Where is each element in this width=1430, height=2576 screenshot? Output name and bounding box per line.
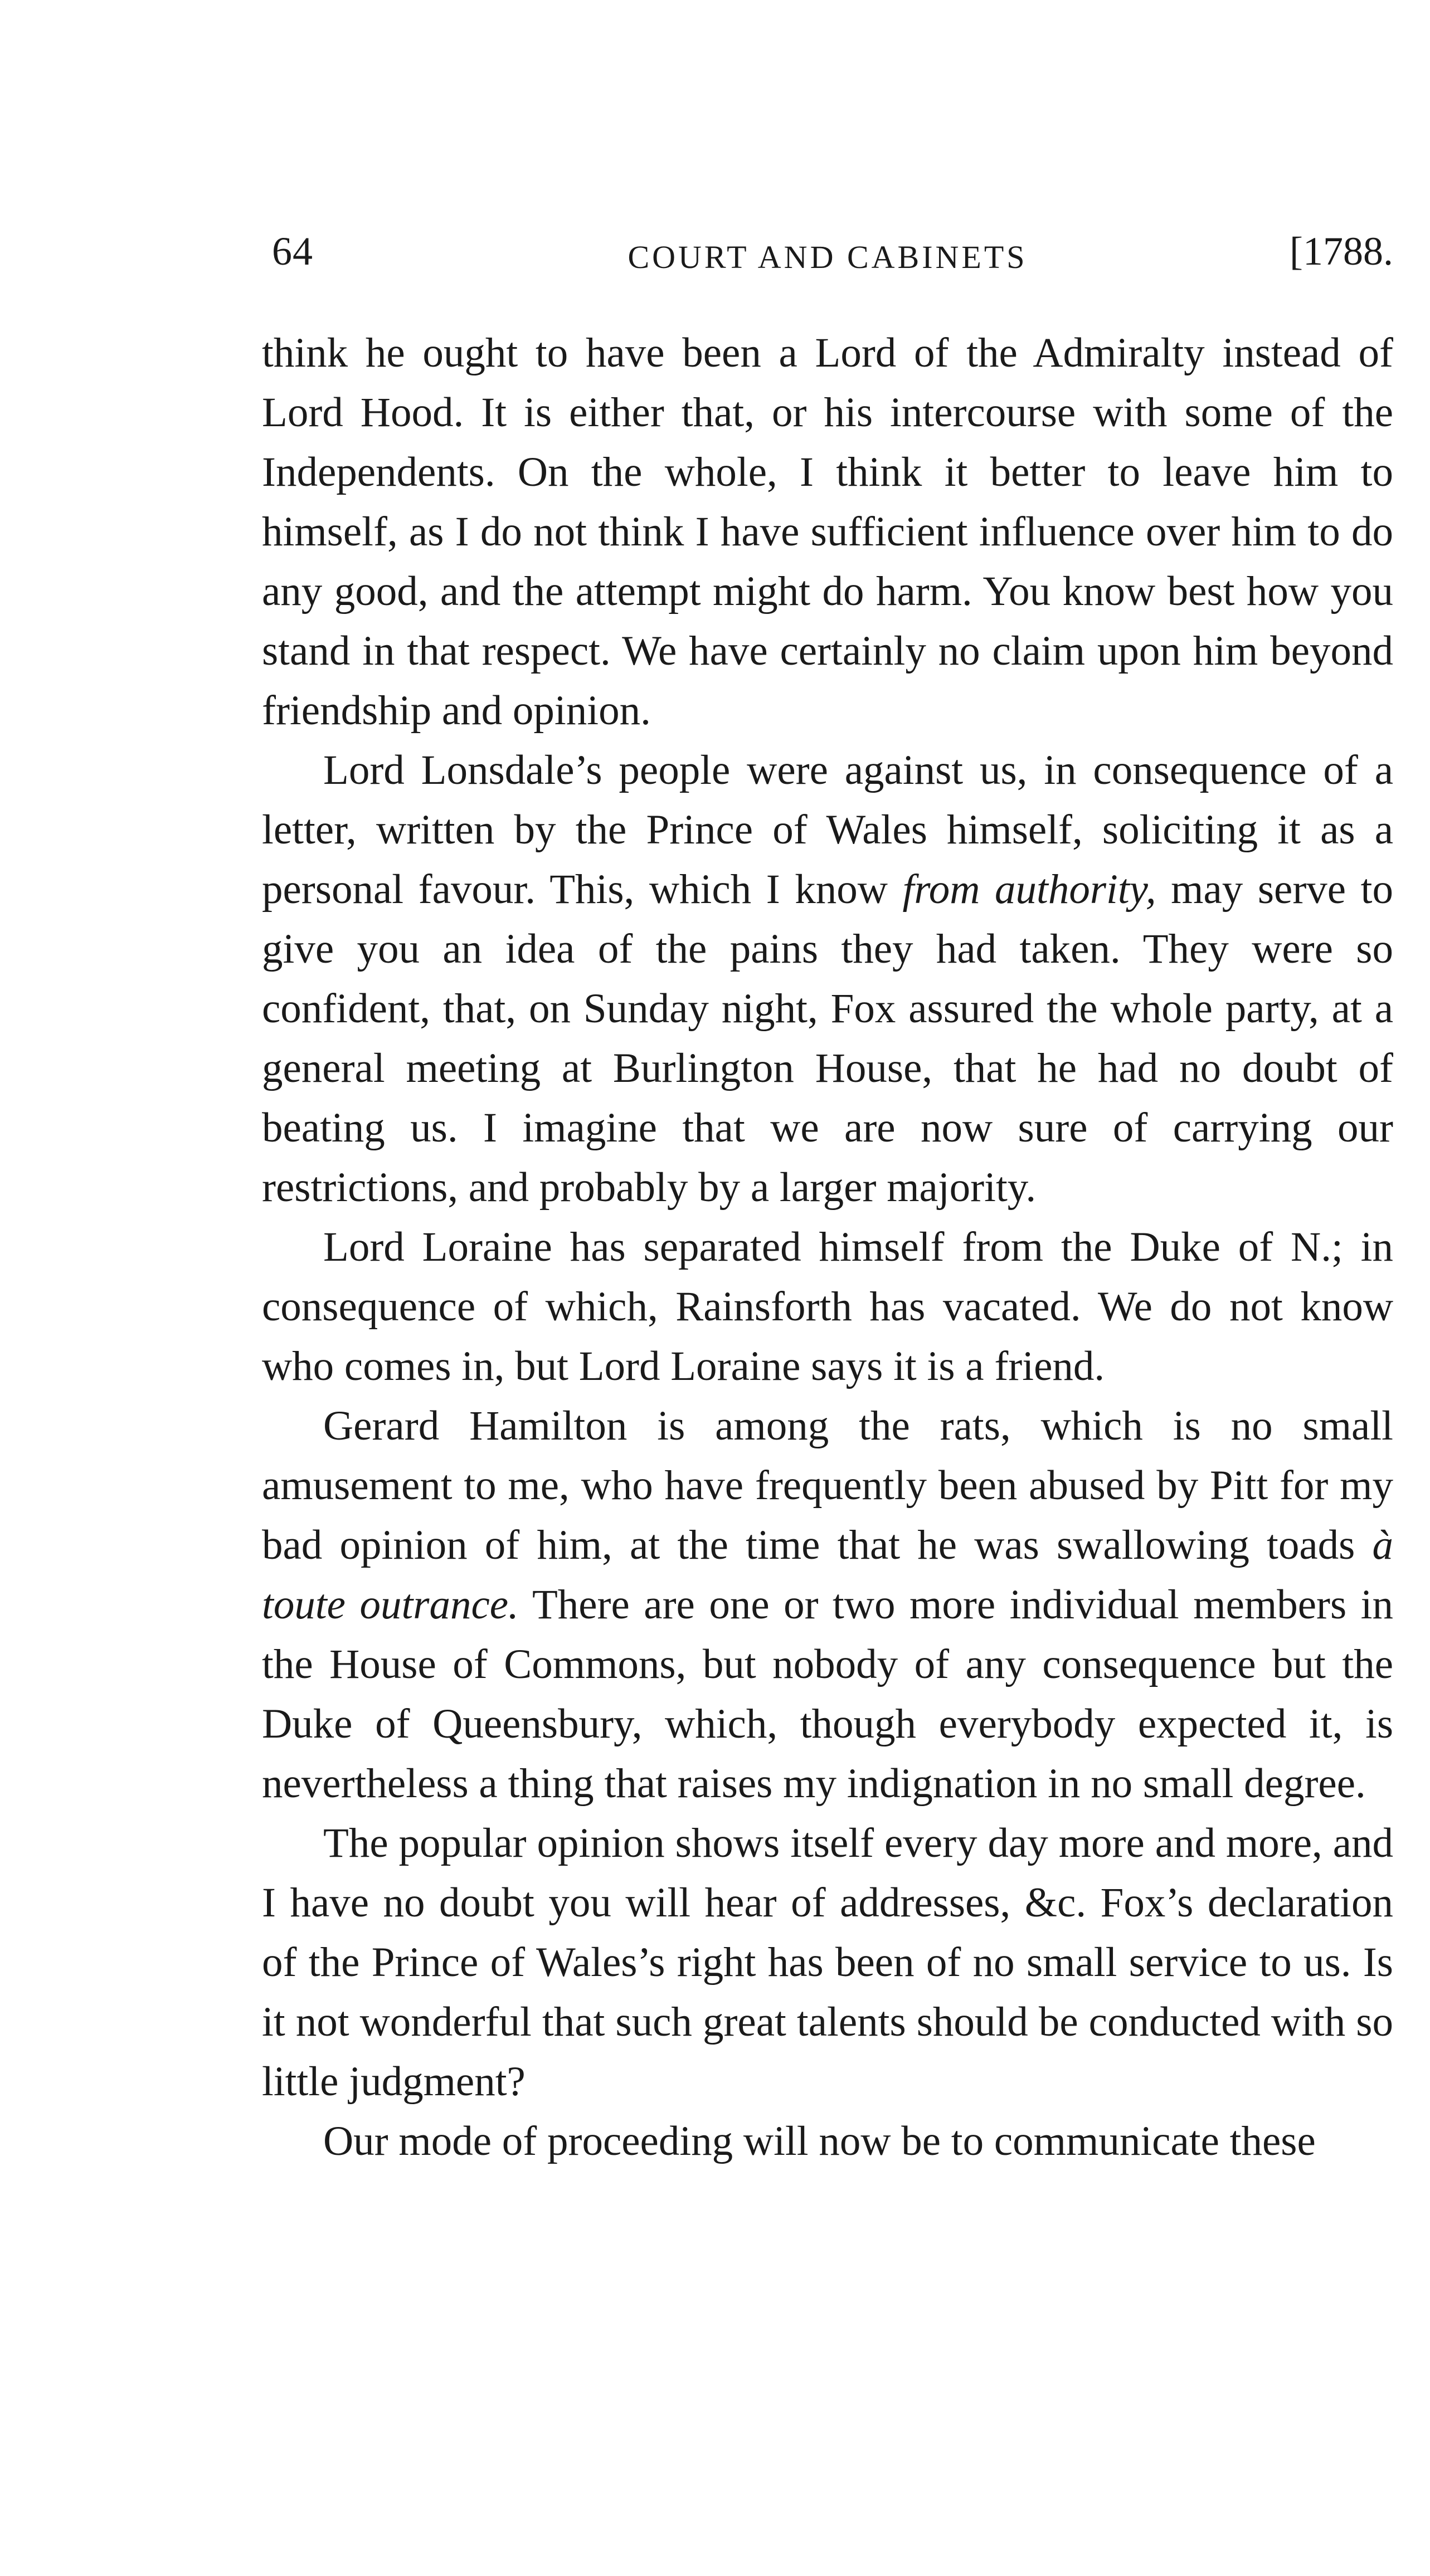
header-year: [1788. bbox=[1290, 229, 1393, 274]
paragraph-4-text-after: There are one or two more individual members in the House of Commons, but nobody of any consequence but the Duke of Queensbury, which, though everybody expected it, is nevertheless a thing that raises my indignation in no small degree. bbox=[262, 1582, 1393, 1807]
paragraph-3 bbox=[262, 1217, 1393, 1396]
paragraph-2-text-before: Lord Lonsdale’s people were against us, in consequence of a letter, written by the Prince of Wales himself, soliciting it as a personal favour. This, which I know bbox=[262, 747, 1393, 913]
page-number: 64 bbox=[272, 229, 313, 274]
paragraph-6-text: Our mode of proceeding will now be to communicate these bbox=[323, 2118, 1316, 2164]
paragraph-4-text-before: Gerard Hamilton is among the rats, which is no small amusement to me, who have frequently been abused by Pitt for my bad opinion of him, at the time that he was swallowing toads bbox=[262, 1403, 1393, 1568]
paragraph-2-italic: from authority, bbox=[902, 866, 1156, 913]
paragraph-4-italic: à toute outrance. bbox=[262, 1522, 1393, 1628]
paragraph-4 bbox=[262, 1396, 1393, 1813]
running-title: COURT AND CABINETS bbox=[628, 239, 1028, 275]
paragraph-2 bbox=[262, 740, 1393, 1217]
paragraph-6 bbox=[262, 2111, 1393, 2171]
body-text bbox=[262, 323, 1393, 2171]
paragraph-3-text: Lord Loraine has separated himself from the Duke of N.; in consequence of which, Rainsforth has vacated. We do not know who comes in, but Lord Loraine says it is a friend. bbox=[262, 1224, 1393, 1389]
paragraph-2-text-after: may serve to give you an idea of the pains they had taken. They were so confident, that, on Sunday night, Fox assured the whole party, at a general meeting at Burlington House, that he had no doubt of beating us. I imagine that we are now sure of carrying our restrictions, and probably by a larger majority. bbox=[262, 866, 1394, 1211]
paragraph-1 bbox=[262, 323, 1393, 740]
running-header bbox=[262, 228, 1393, 290]
paragraph-1-text: think he ought to have been a Lord of the Admiralty instead of Lord Hood. It is either that, or his intercourse with some of the Independents. On the whole, I think it better to leave him to himself, as I do not think I have sufficient influence over him to do any good, and the attempt might do harm. You know best how you stand in that respect. We have certainly no claim upon him beyond friendship and opinion. bbox=[262, 330, 1393, 734]
paragraph-5-text: The popular opinion shows itself every day more and more, and I have no doubt you will hear of addresses, &c. Fox’s declaration of the Prince of Wales’s right has been of no small service to us. Is it not wonderful that such great talents should be conducted with so little judgment? bbox=[262, 1820, 1393, 2105]
paragraph-5 bbox=[262, 1813, 1393, 2111]
